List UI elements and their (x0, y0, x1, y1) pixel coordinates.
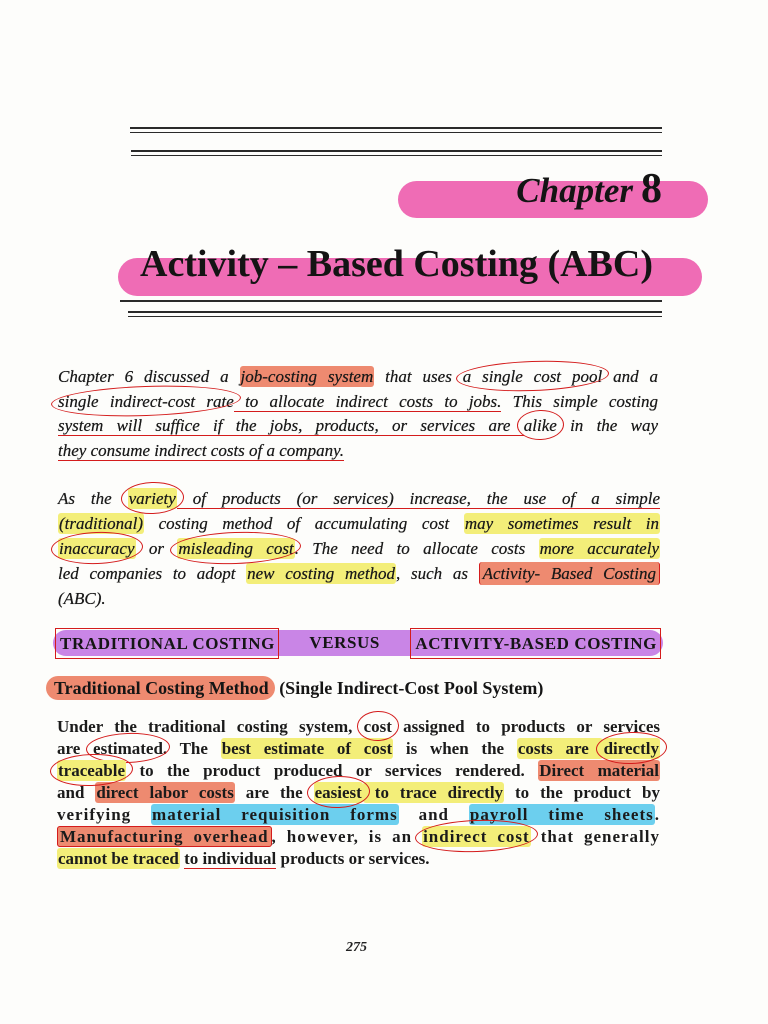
pen-marked-phrase: estimated (93, 739, 163, 758)
text-run: and (398, 805, 469, 824)
text-line (57, 782, 660, 804)
highlighted-phrase: easiest (314, 783, 362, 802)
pen-marked-phrase: alike (523, 416, 557, 435)
text-run: products or services. (276, 849, 430, 868)
text-run: verifying (57, 805, 152, 824)
subheading-highlighted-term: Traditional Costing Method (46, 676, 275, 700)
highlighted-phrase: traceable (58, 761, 126, 780)
highlighted-phrase: job-costing system (240, 367, 374, 386)
header-rule (131, 150, 662, 152)
banner-right-term: ACTIVITY-BASED COSTING (410, 628, 661, 659)
highlighted-phrase: misleading cost (178, 539, 294, 558)
text-line (57, 738, 660, 760)
highlighted-phrase: to trace directly (363, 783, 504, 802)
highlighted-phrase: inaccuracy (59, 539, 135, 558)
text-run: This simple costing (501, 391, 658, 411)
highlighted-phrase: indirect cost (423, 827, 530, 846)
text-run: to the product produced or services rendered. (126, 761, 539, 780)
text-run: are the (234, 783, 314, 802)
text-line (58, 365, 658, 390)
chapter-label: Chapter (516, 171, 633, 210)
text-run: , such as (396, 564, 479, 583)
text-line (57, 760, 660, 782)
highlighted-phrase: directly (603, 739, 659, 758)
title-rule (128, 311, 662, 313)
header-rule (131, 155, 662, 156)
banner-left-term: TRADITIONAL COSTING (55, 628, 279, 659)
text-line (58, 536, 660, 561)
section-banner (53, 630, 663, 656)
header-rule (130, 132, 662, 133)
text-line (58, 414, 658, 439)
text-run: . The need to allocate costs (294, 539, 539, 558)
text-line (57, 848, 660, 870)
highlighted-phrase: direct labor costs (96, 783, 234, 802)
text-run: assigned to products or services (391, 717, 660, 736)
highlighted-phrase: may sometimes result in (464, 514, 659, 533)
text-line (58, 511, 660, 536)
pen-marked-phrase: cost (363, 717, 392, 736)
chapter-number: 8 (641, 166, 662, 212)
highlighted-phrase: payroll time sheets (469, 805, 654, 824)
highlighted-phrase: new costing method (247, 564, 396, 583)
variety-paragraph (58, 486, 660, 611)
subheading-qualifier: (Single Indirect-Cost Pool System) (274, 678, 544, 698)
chapter-heading (516, 168, 662, 210)
text-run: and (57, 783, 96, 802)
text-run: (ABC). (58, 589, 106, 608)
text-line (58, 390, 658, 415)
text-run: . The (162, 739, 221, 758)
text-run: is when the (393, 739, 517, 758)
pen-marked-phrase: single indirect-cost rate (58, 391, 234, 411)
text-run: led companies to adopt (58, 564, 247, 583)
text-run: Under the traditional costing system, (57, 717, 364, 736)
chapter-title: Activity – Based Costing (ABC) (140, 243, 653, 285)
text-line (57, 804, 660, 826)
highlighted-phrase: (traditional) (59, 514, 144, 533)
highlighted-phrase: Manufacturing overhead (57, 826, 272, 847)
pen-marked-phrase: to individual (184, 849, 277, 868)
highlighted-phrase: costs are (517, 739, 602, 758)
section-subheading (46, 676, 543, 700)
text-line (57, 826, 660, 848)
title-rule (128, 316, 662, 317)
pen-marked-phrase: system will suffice if the jobs, products, or services are (58, 416, 524, 435)
text-run: to the product by (504, 783, 660, 802)
text-run: Chapter 6 discussed a (58, 367, 240, 386)
highlighted-phrase: cannot be traced (58, 849, 179, 868)
title-rule (120, 300, 662, 302)
traditional-costing-paragraph (57, 716, 660, 870)
text-run: , however, is an (271, 827, 423, 846)
text-run: or (135, 539, 178, 558)
text-run: that generally (530, 827, 660, 846)
highlighted-phrase: Direct material (539, 761, 659, 780)
highlighted-phrase: more accurately (539, 539, 659, 558)
highlighted-phrase: variety (128, 489, 176, 508)
pen-marked-phrase: they consume indirect costs of a company. (58, 440, 344, 460)
pen-marked-phrase: to allocate indirect costs to jobs. (233, 391, 502, 411)
text-line (57, 716, 660, 738)
highlighted-phrase: Activity- Based Costing (479, 562, 660, 585)
text-run: that uses (374, 367, 463, 386)
text-line (58, 439, 658, 464)
highlighted-phrase: best estimate of cost (221, 739, 393, 758)
text-line (58, 561, 660, 586)
page-number: 275 (346, 940, 367, 955)
text-line (58, 486, 660, 511)
text-run: . (654, 805, 661, 824)
pen-marked-phrase: a single cost pool (462, 367, 603, 386)
pen-marked-phrase: of products (or services) increase, the use of a simple (176, 489, 660, 508)
header-rule (130, 127, 662, 129)
text-run: in the way (556, 416, 658, 435)
text-run: costing method of accumulating cost (144, 514, 464, 533)
text-run: As the (58, 489, 128, 508)
intro-paragraph (58, 365, 658, 463)
text-run: are (57, 739, 94, 758)
highlighted-phrase: material requisition forms (152, 805, 398, 824)
banner-versus: VERSUS (309, 633, 380, 652)
text-run: and a (602, 367, 658, 386)
text-line (58, 586, 660, 611)
